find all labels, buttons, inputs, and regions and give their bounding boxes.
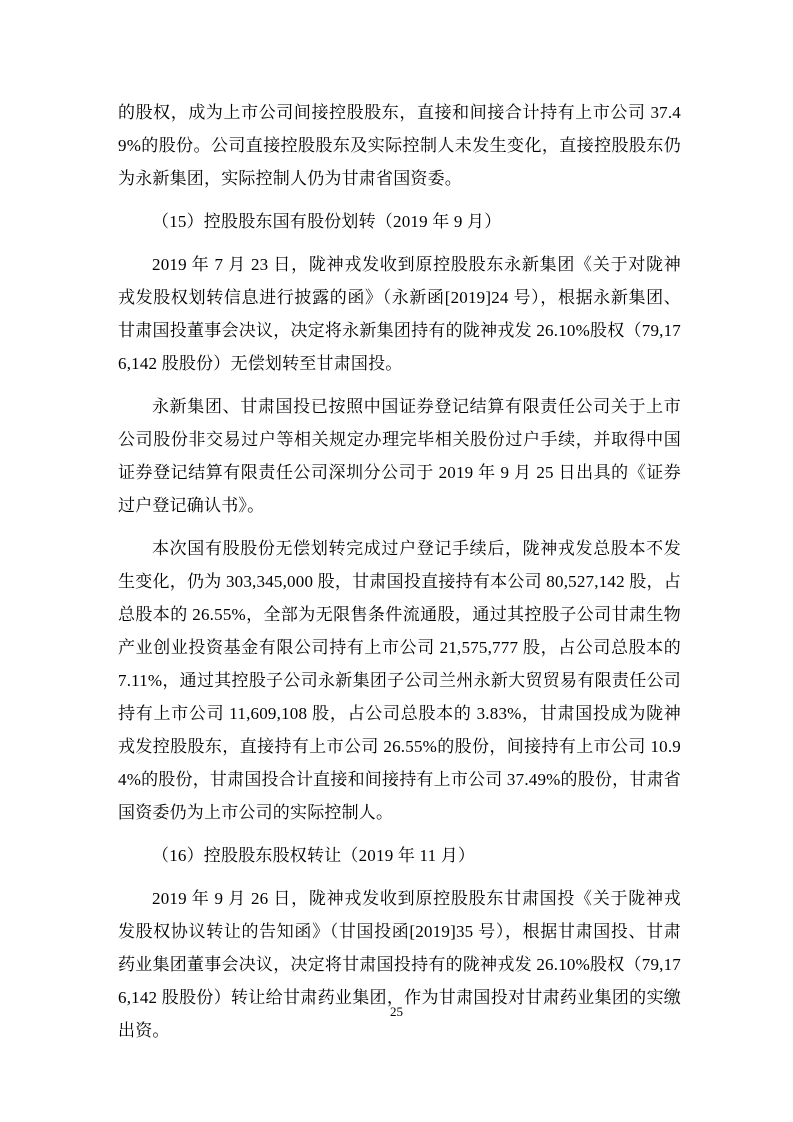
paragraph-share-transfer-notice: 2019 年 7 月 23 日，陇神戎发收到原控股股东永新集团《关于对陇神戎发股权划转信息进行披露的函》（永新函[2019]24 号），根据永新集团、甘肃国投董事会决议，决定将永新集团持有的陇神戎发 26.10%股权（79,176,142 股股份）无偿划转至甘肃国投。 [118,255,681,373]
document-text-block [118,96,681,1057]
paragraph-equity-transfer: 2019 年 9 月 26 日，陇神戎发收到原控股股东甘肃国投《关于陇神戎发股权协议转让的告知函》（甘国投函[2019]35 号），根据甘肃国投、甘肃药业集团董事会决议，决定将甘肃国投持有的陇神戎发 26.10%股权（79,176,142 股股份）转让给甘肃药业集团，作为甘肃国投对甘肃药业集团的实缴出资。 [118,889,681,1040]
section-heading-16: （16）控股股东股权转让（2019 年 11 月） [152,846,476,865]
paragraph-continuation: 的股权，成为上市公司间接控股股东，直接和间接合计持有上市公司 37.49%的股份。公司直接控股股东及实际控制人未发生变化，直接控股股东仍为永新集团，实际控制人仍为甘肃省国资委。 [118,103,681,188]
page-number: 25 [390,1004,403,1019]
paragraph-shareholding-details: 本次国有股股份无偿划转完成过户登记手续后，陇神戎发总股本不发生变化，仍为 303,345,000 股，甘肃国投直接持有本公司 80,527,142 股，占总股本的 26.55%，全部为无限售条件流通股，通过其控股子公司甘肃生物产业创业投资基金有限公司持有上市公司 21,575,777 股，占公司总股本的 7.11%，通过其控股子公司永新集团子公司兰州永新大贸贸易有限责任公司持有上市公司 11,609,108 股，占公司总股本的 3.83%，甘肃国投成为陇神戎发控股股东，直接持有上市公司 26.55%的股份，间接持有上市公司 10.94%的股份，甘肃国投合计直接和间接持有上市公司 37.49%的股份，甘肃省国资委仍为上市公司的实际控制人。 [118,539,681,822]
paragraph-registration-confirmation: 永新集团、甘肃国投已按照中国证券登记结算有限责任公司关于上市公司股份非交易过户等相关规定办理完毕相关股份过户手续，并取得中国证券登记结算有限责任公司深圳分公司于 2019 年 9 月 25 日出具的《证券过户登记确认书》。 [118,397,681,515]
section-heading-15: （15）控股股东国有股份划转（2019 年 9 月） [152,212,502,231]
